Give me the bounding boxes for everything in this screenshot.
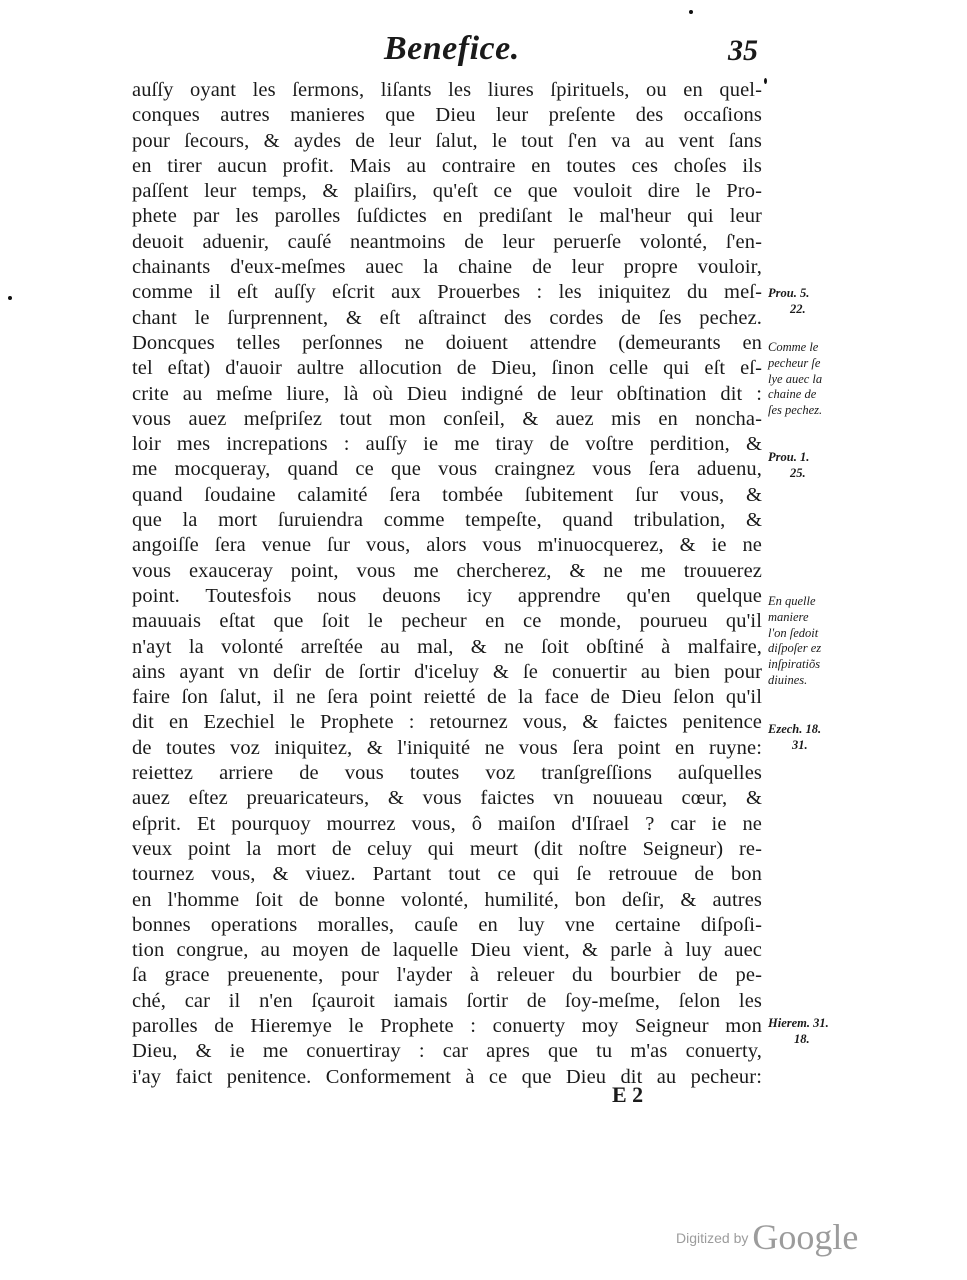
text-line: en tirer aucun profit. Mais au contraire en toutes ces choſes ils	[132, 154, 762, 177]
margin-note-line: inſpiratiõs	[768, 657, 821, 672]
margin-note-line: Hierem. 31.	[768, 1016, 829, 1030]
margin-note-line: Prou. 1.	[768, 450, 810, 464]
text-line: angoiſſe ſera venue ſur vous, alors vous m'inuocquerez, & ie ne	[132, 534, 762, 557]
margin-note-line: Comme le	[768, 340, 819, 354]
text-line: tel eſtat) d'auoir aultre allocution de Dieu, ſinon celle qui eſt eſ-	[132, 357, 762, 380]
text-line: quand ſoudaine calamité ſera tombée ſubitement ſur vous, &	[132, 483, 762, 506]
text-line: que la mort ſuruiendra comme tempeſte, quand tribulation, &	[132, 509, 762, 532]
margin-note-comme-le-pecheur	[768, 340, 860, 419]
text-line: veux point la mort de celuy qui meurt (dit noſtre Seigneur) re-	[132, 837, 762, 860]
margin-note-line: 25.	[790, 465, 806, 480]
margin-note-line: ſes pechez.	[768, 403, 823, 418]
digitized-by-google-watermark	[676, 1216, 858, 1258]
margin-note-line: diſpoſer ez	[768, 641, 822, 656]
text-line: vous exauceray point, vous me chercherez, & ne me trouuerez	[132, 559, 762, 582]
text-line: reiettez arriere de vous toutes voz tranſgreſſions auſquelles	[132, 762, 762, 785]
text-line: paſſent leur temps, & plaiſirs, qu'eſt ce que vouloit dire le Pro-	[132, 180, 762, 203]
margin-note-line: l'on ſedoit	[768, 625, 819, 640]
text-line: ché, car il n'en ſçauroit iamais ſortir de ſoy-meſme, ſelon les	[132, 989, 762, 1012]
margin-note-line: 18.	[794, 1031, 810, 1046]
text-line: dit en Ezechiel le Prophete : retournez vous, & faictes penitence	[132, 711, 762, 734]
text-line: Dieu, & ie me conuertiray : car apres que tu m'as conuerty,	[132, 1040, 762, 1063]
margin-note-line: Prou. 5.	[768, 286, 810, 300]
margin-note-line: chaine de	[768, 387, 817, 402]
running-head-title: Benefice.	[384, 30, 520, 67]
body-text	[132, 78, 762, 1090]
ink-speck	[8, 296, 12, 300]
text-line: n'ayt la volonté arreſtée au mal, & ne ſoit obſtiné à malfaire,	[132, 635, 762, 658]
margin-note-proverbs-1	[768, 450, 860, 482]
text-line: point. Toutesfois nous deuons icy apprendre qu'en quelque	[132, 584, 762, 607]
text-line: Doncques telles perſonnes ne doiuent attendre (demeurants en	[132, 331, 762, 354]
text-line: deuoit aduenir, cauſé neantmoins de leur peruerſe volonté, ſ'en-	[132, 230, 762, 253]
text-line: chant le ſurprennent, & eſt aſtrainct des cordes de ſes pechez.	[132, 306, 762, 329]
text-line: i'ay faict penitence. Conformement à ce que Dieu dit au pecheur:	[132, 1065, 762, 1088]
margin-note-line: lye auec la	[768, 371, 823, 386]
text-line: ſa grace preuenente, pour l'ayder à releuer du bourbier de pe-	[132, 964, 762, 987]
text-line: auſſy oyant les ſermons, liſants les liures ſpirituels, ou en quel-	[132, 79, 762, 101]
text-line: eſprit. Et pourquoy mourrez vous, ô maiſon d'Iſrael ? car ie ne	[132, 812, 762, 835]
text-line: loir mes increpations : auſſy ie me tiray de voſtre perdition, &	[132, 433, 762, 456]
watermark-prefix: Digitized by	[676, 1230, 749, 1246]
text-line: chainants d'eux-meſmes auec la chaine de leur propre vouloir,	[132, 256, 762, 279]
text-line: crite au meſme liure, là où Dieu indigné de leur obſtination dit :	[132, 382, 762, 405]
text-line: tournez vous, & viuez. Partant tout ce qui ſe retrouue de bon	[132, 863, 762, 886]
text-line: bonnes operations moralles, cauſe en luy vne certaine diſpoſi-	[132, 913, 762, 936]
page-number: 35	[728, 34, 758, 67]
text-line: conques autres manieres que Dieu leur preſente des occaſions	[132, 104, 762, 127]
margin-note-line: En quelle	[768, 594, 816, 608]
text-line: parolles de Hieremye le Prophete : conuerty moy Seigneur mon	[132, 1014, 762, 1037]
google-logo: Google	[752, 1217, 859, 1257]
margin-note-line: 22.	[790, 301, 806, 316]
text-line: faire ſon ſalut, il ne ſera point reietté de la face de Dieu ſelon qu'il	[132, 686, 762, 709]
text-line: vous auez meſpriſez tout mon conſeil, & auez mis en noncha-	[132, 407, 762, 430]
text-line: phete par les parolles ſuſdictes en prediſant le mal'heur qui leur	[132, 205, 762, 228]
text-line: ains ayant vn deſir de ſortir d'iceluy & ſe conuertir au bien pour	[132, 660, 762, 683]
margin-note-proverbs-5	[768, 286, 860, 318]
text-line: pour ſecours, & aydes de leur ſalut, le tout ſ'en va au vent ſans	[132, 129, 762, 152]
margin-note-hieremye	[768, 1016, 860, 1048]
text-line: mauuais eſtat que ſoit le pecheur en ce monde, pourueu qu'il	[132, 610, 762, 633]
text-line: auez eſtez preuaricateurs, & vous faictes vn nouueau cœur, &	[132, 787, 762, 810]
margin-note-line: diuines.	[768, 672, 808, 687]
margin-note-line: Ezech. 18.	[768, 722, 822, 736]
text-line: me mocqueray, quand ce que vous craingnez vous ſera aduenu,	[132, 458, 762, 481]
margin-note-line: 31.	[792, 737, 808, 752]
margin-note-en-quelle-maniere	[768, 594, 860, 689]
signature-mark: E 2	[612, 1082, 644, 1107]
ink-speck	[689, 10, 693, 14]
text-line: en l'homme ſoit de bonne volonté, humilité, bon deſir, & autres	[132, 888, 762, 911]
margin-note-ezechiel	[768, 722, 860, 754]
text-line: de toutes voz iniquitez, & l'iniquité ne vous ſera point en ruyne:	[132, 736, 762, 759]
margin-note-line: maniere	[768, 609, 809, 624]
text-line: tion congrue, au moyen de laquelle Dieu vient, & parle à luy auec	[132, 939, 762, 962]
text-line: comme il eſt auſſy eſcrit aux Prouerbes : les iniquitez du meſ-	[132, 281, 762, 304]
ink-speck	[764, 78, 767, 84]
margin-note-line: pecheur ſe	[768, 355, 821, 370]
